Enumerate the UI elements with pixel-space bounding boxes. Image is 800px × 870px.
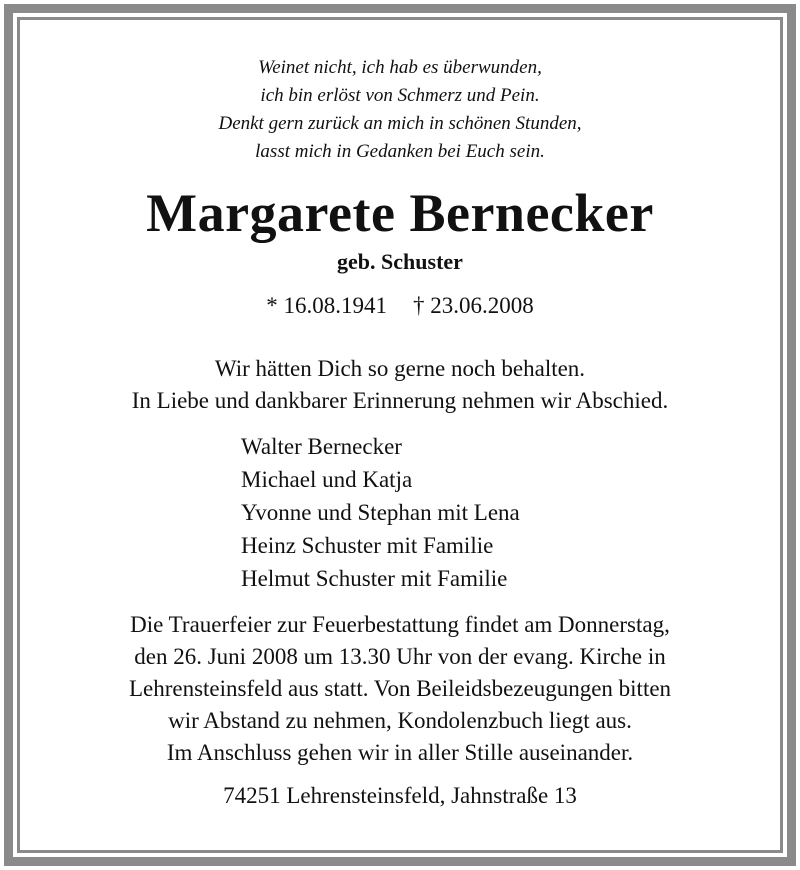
- memorial-poem: [20, 54, 780, 166]
- ceremony-line: den 26. Juni 2008 um 13.30 Uhr von der evang. Kirche in: [134, 644, 666, 669]
- death-date: † 23.06.2008: [413, 293, 534, 318]
- ceremony-details: [20, 609, 780, 769]
- life-dates: [20, 291, 780, 321]
- mourner-entry: Yvonne und Stephan mit Lena: [241, 500, 520, 525]
- mourner-entry: Helmut Schuster mit Familie: [241, 566, 508, 591]
- poem-line: ich bin erlöst von Schmerz und Pein.: [260, 85, 540, 106]
- birth-date: * 16.08.1941: [266, 293, 387, 318]
- obituary-notice: [20, 20, 780, 850]
- deceased-name: Margarete Bernecker: [146, 183, 654, 243]
- farewell-line: Wir hätten Dich so gerne noch behalten.: [214, 356, 586, 381]
- ceremony-line: Die Trauerfeier zur Feuerbestattung findet am Donnerstag,: [130, 612, 670, 637]
- mourners-list: [241, 430, 520, 595]
- mourner-entry: Walter Bernecker: [241, 434, 402, 459]
- poem-line: Weinet nicht, ich hab es überwunden,: [258, 57, 542, 78]
- farewell-line: In Liebe und dankbarer Erinnerung nehmen wir Abschied.: [131, 388, 669, 413]
- poem-line: lasst mich in Gedanken bei Euch sein.: [255, 141, 545, 162]
- ceremony-line: Lehrensteinsfeld aus statt. Von Beileidsbezeugungen bitten: [128, 676, 672, 701]
- ceremony-line: wir Abstand zu nehmen, Kondolenzbuch liegt aus.: [168, 708, 632, 733]
- mourner-entry: Michael und Katja: [241, 467, 413, 492]
- farewell-text: [20, 353, 780, 417]
- poem-line: Denkt gern zurück an mich in schönen Stunden,: [218, 113, 582, 134]
- mourner-entry: Heinz Schuster mit Familie: [241, 533, 494, 558]
- maiden-name: geb. Schuster: [337, 249, 463, 274]
- ceremony-line: Im Anschluss gehen wir in aller Stille auseinander.: [166, 740, 634, 765]
- family-address: 74251 Lehrensteinsfeld, Jahnstraße 13: [223, 783, 577, 808]
